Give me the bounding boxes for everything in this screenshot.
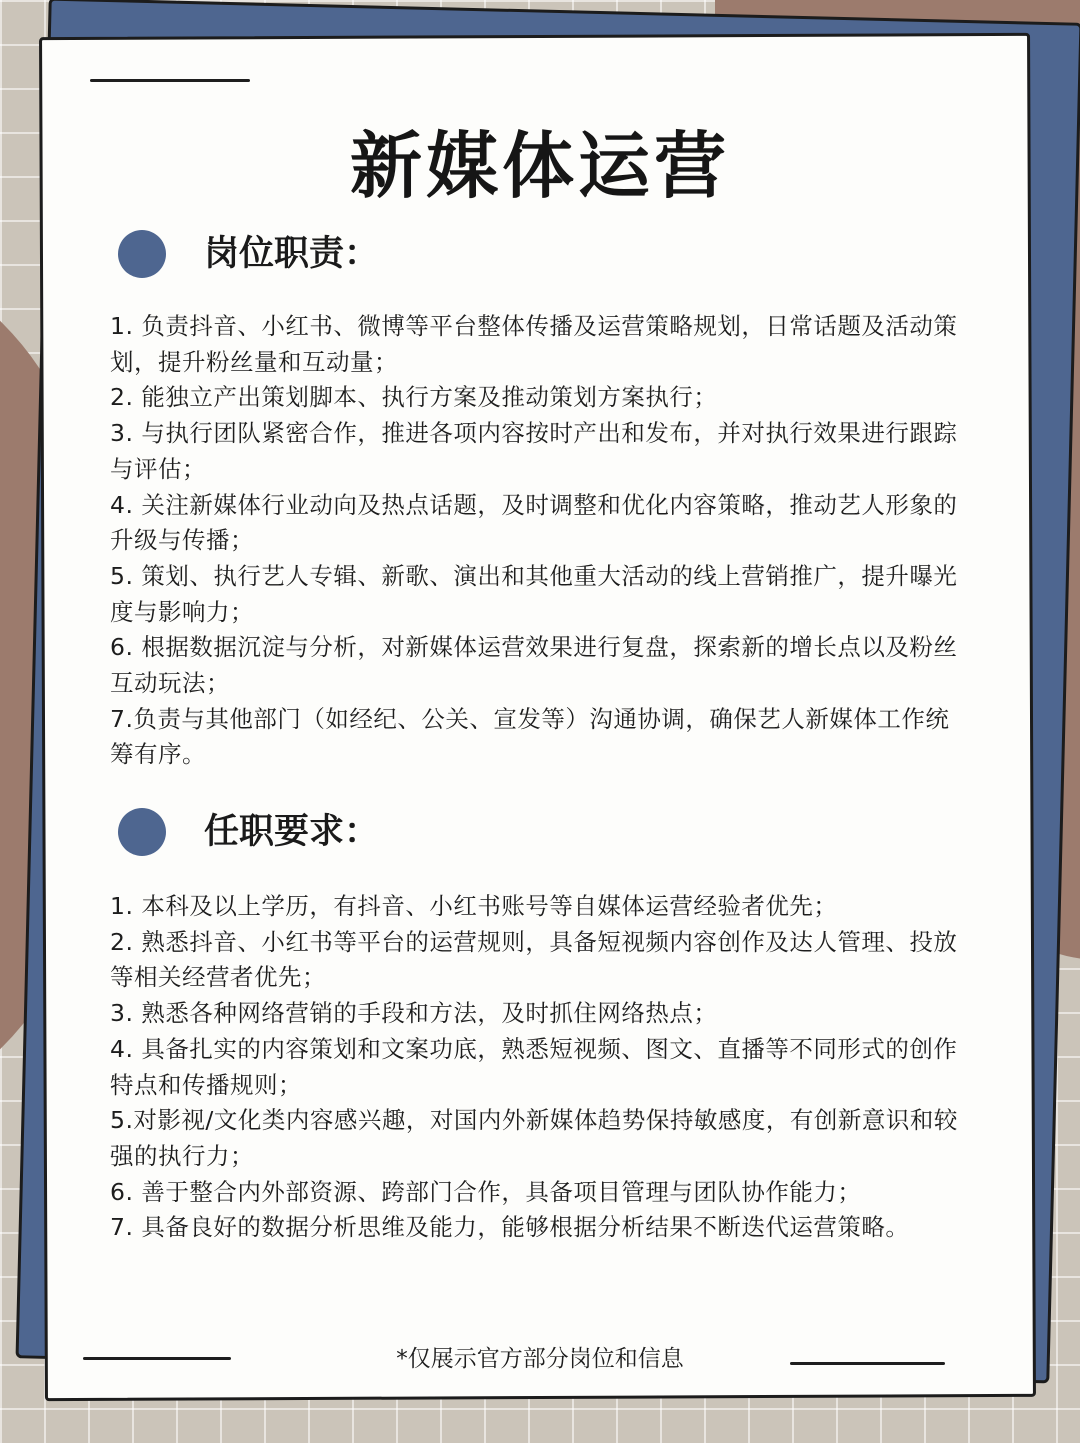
- decorative-line-top-left: [90, 79, 250, 82]
- list-item: 3. 与执行团队紧密合作，推进各项内容按时产出和发布，并对执行效果进行跟踪与评估；: [110, 419, 958, 483]
- list-item: 4. 关注新媒体行业动向及热点话题，及时调整和优化内容策略，推动艺人形象的升级与传播；: [110, 490, 958, 555]
- duties-list: [110, 309, 970, 773]
- list-item: 6. 根据数据沉淀与分析，对新媒体运营效果进行复盘，探索新的增长点以及粉丝互动玩法；: [110, 633, 958, 698]
- list-item: 5. 策划、执行艺人专辑、新歌、演出和其他重大活动的线上营销推广，提升曝光度与影响力；: [110, 561, 958, 626]
- section-title-requirements: 任职要求：: [204, 812, 380, 852]
- list-item: 5.对影视/文化类内容感兴趣，对国内外新媒体趋势保持敏感度，有创新意识和较强的执行力；: [110, 1106, 958, 1170]
- list-item: 3. 熟悉各种网络营销的手段和方法，及时抓住网络热点；: [110, 999, 718, 1028]
- list-item: 1. 本科及以上学历，有抖音、小红书账号等自媒体运营经验者优先；: [110, 892, 838, 920]
- footnote: *仅展示官方部分岗位和信息: [396, 1346, 684, 1372]
- list-item: 1. 负责抖音、小红书、微博等平台整体传播及运营策略规划，日常话题及活动策划，提升粉丝量和互动量；: [110, 312, 958, 376]
- page-title: 新媒体运营: [349, 124, 730, 208]
- list-item: 4. 具备扎实的内容策划和文案功底，熟悉短视频、图文、直播等不同形式的创作特点和传播规则；: [110, 1034, 958, 1099]
- list-item: 6. 善于整合内外部资源、跨部门合作，具备项目管理与团队协作能力；: [110, 1177, 862, 1206]
- list-item: 7.负责与其他部门（如经纪、公关、宣发等）沟通协调，确保艺人新媒体工作统筹有序。: [110, 704, 950, 769]
- requirements-list: [110, 889, 970, 1246]
- list-item: 2. 熟悉抖音、小红书等平台的运营规则，具备短视频内容创作及达人管理、投放等相关经营者优先；: [110, 927, 958, 992]
- bullet-dot-icon: [118, 808, 166, 856]
- section-title-duties: 岗位职责：: [204, 234, 380, 274]
- list-item: 7. 具备良好的数据分析思维及能力，能够根据分析结果不断迭代运营策略。: [110, 1213, 910, 1242]
- bullet-dot-icon: [118, 230, 166, 278]
- list-item: 2. 能独立产出策划脚本、执行方案及推动策划方案执行；: [110, 383, 718, 412]
